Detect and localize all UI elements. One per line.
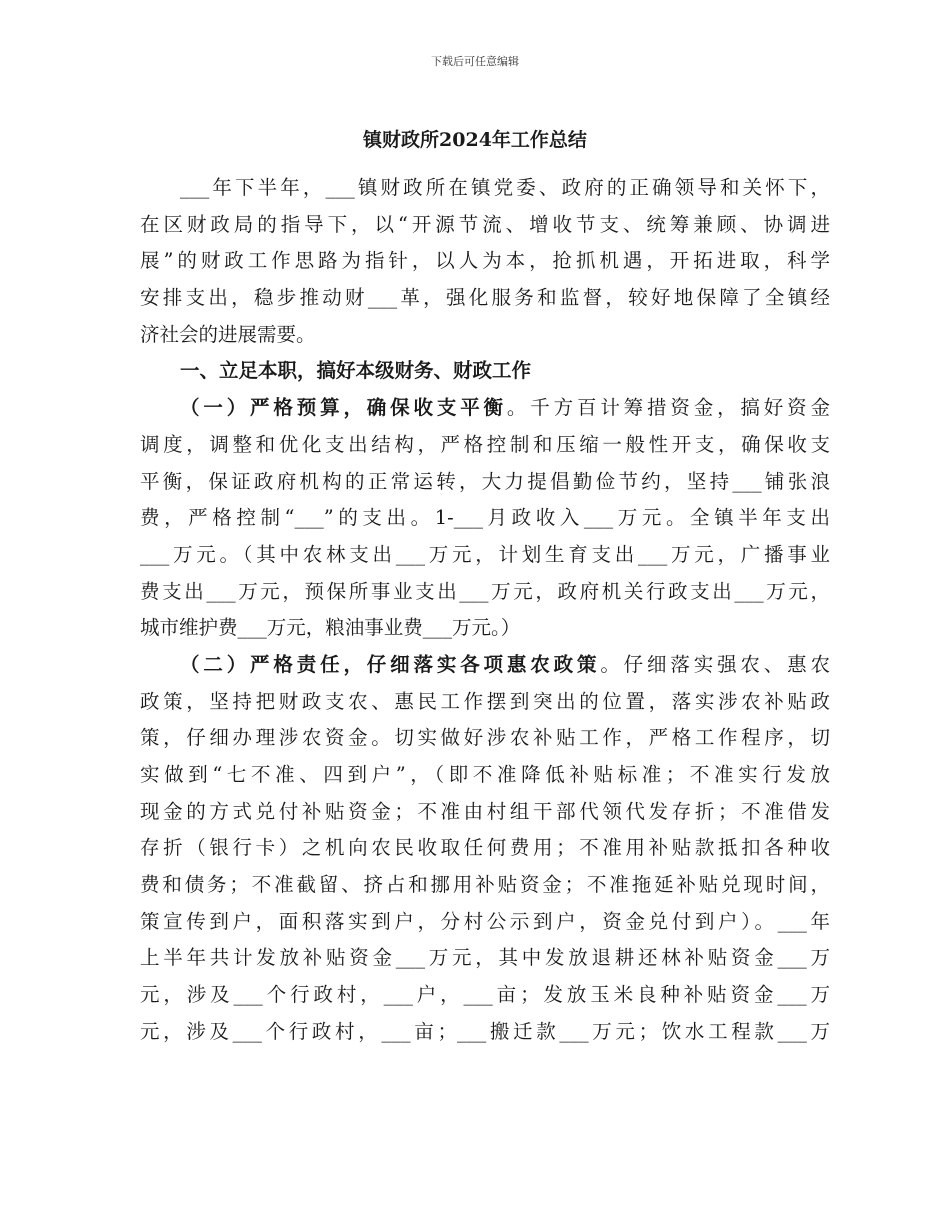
paragraph-line: 元，涉及___个行政村，___亩；___搬迁款___万元；饮水工程款___万: [140, 1019, 830, 1043]
subsection-first-text: 。千方百计筹措资金，搞好资金: [506, 396, 830, 420]
page-header-note: 下载后可任意编辑: [431, 55, 519, 68]
paragraph-line: ___万元。（其中农林支出___万元，计划生育支出___万元，广播事业: [140, 542, 830, 566]
document-title: 镇财政所2024年工作总结: [363, 129, 587, 151]
paragraph-line: 上半年共计发放补贴资金___万元，其中发放退耕还林补贴资金___万: [140, 946, 830, 970]
paragraph-line: 现金的方式兑付补贴资金；不准由村组干部代领代发存折；不准借发: [140, 799, 830, 823]
paragraph-line: 实做到“七不准、四到户”，（即不准降低补贴标准；不准实行发放: [140, 763, 830, 786]
paragraph-line: 济社会的进展需要。: [140, 322, 316, 346]
paragraph-line: 政策，坚持把财政支农、惠民工作摆到突出的位置，落实涉农补贴政: [140, 689, 830, 713]
subsection-lead: （二）严格责任，仔细落实各项惠农政策: [180, 652, 601, 676]
paragraph-line: 平衡，保证政府机构的正常运转，大力提倡勤俭节约，坚持___铺张浪: [140, 469, 830, 493]
paragraph-line: 在区财政局的指导下，以“开源节流、增收节支、统筹兼顾、协调进: [140, 212, 830, 236]
paragraph-line: 城市维护费___万元，粮油事业费___万元。）: [140, 616, 521, 640]
subsection-lead: （一）严格预算，确保收支平衡: [180, 396, 507, 420]
paragraph-line: 安排支出，稳步推动财___革，强化服务和监督，较好地保障了全镇经: [140, 286, 830, 310]
subsection-first-text: 。仔细落实强农、惠农: [600, 652, 830, 676]
paragraph-line: 元，涉及___个行政村，___户，___亩；发放玉米良种补贴资金___万: [140, 983, 830, 1007]
document-body: [140, 170, 830, 1051]
paragraph-line: 策宣传到户，面积落实到户，分村公示到户，资金兑付到户）。___年: [140, 909, 830, 933]
subsection-first-line: [140, 647, 830, 684]
paragraph-line: 存折（银行卡）之机向农民收取任何费用；不准用补贴款抵扣各种收: [140, 836, 830, 860]
paragraph-line: 费支出___万元，预保所事业支出___万元，政府机关行政支出___万元，: [140, 579, 830, 603]
section-heading: 一、立足本职，搞好本级财务、财政工作: [180, 359, 532, 383]
paragraph-line: 费和债务；不准截留、挤占和挪用补贴资金；不准拖延补贴兑现时间，: [140, 873, 830, 897]
paragraph-line: 策，仔细办理涉农资金。切实做好涉农补贴工作，严格工作程序，切: [140, 726, 830, 750]
paragraph-line: 费，严格控制“___”的支出。1-___月政收入___万元。全镇半年支出: [140, 506, 830, 530]
paragraph-line: 展”的财政工作思路为指针，以人为本，抢抓机遇，开拓进取，科学: [140, 249, 830, 273]
paragraph-line: ___年下半年，___镇财政所在镇党委、政府的正确领导和关怀下，: [180, 176, 830, 199]
paragraph-line: 调度，调整和优化支出结构，严格控制和压缩一般性开支，确保收支: [140, 432, 830, 456]
subsection-first-line: [140, 390, 830, 427]
